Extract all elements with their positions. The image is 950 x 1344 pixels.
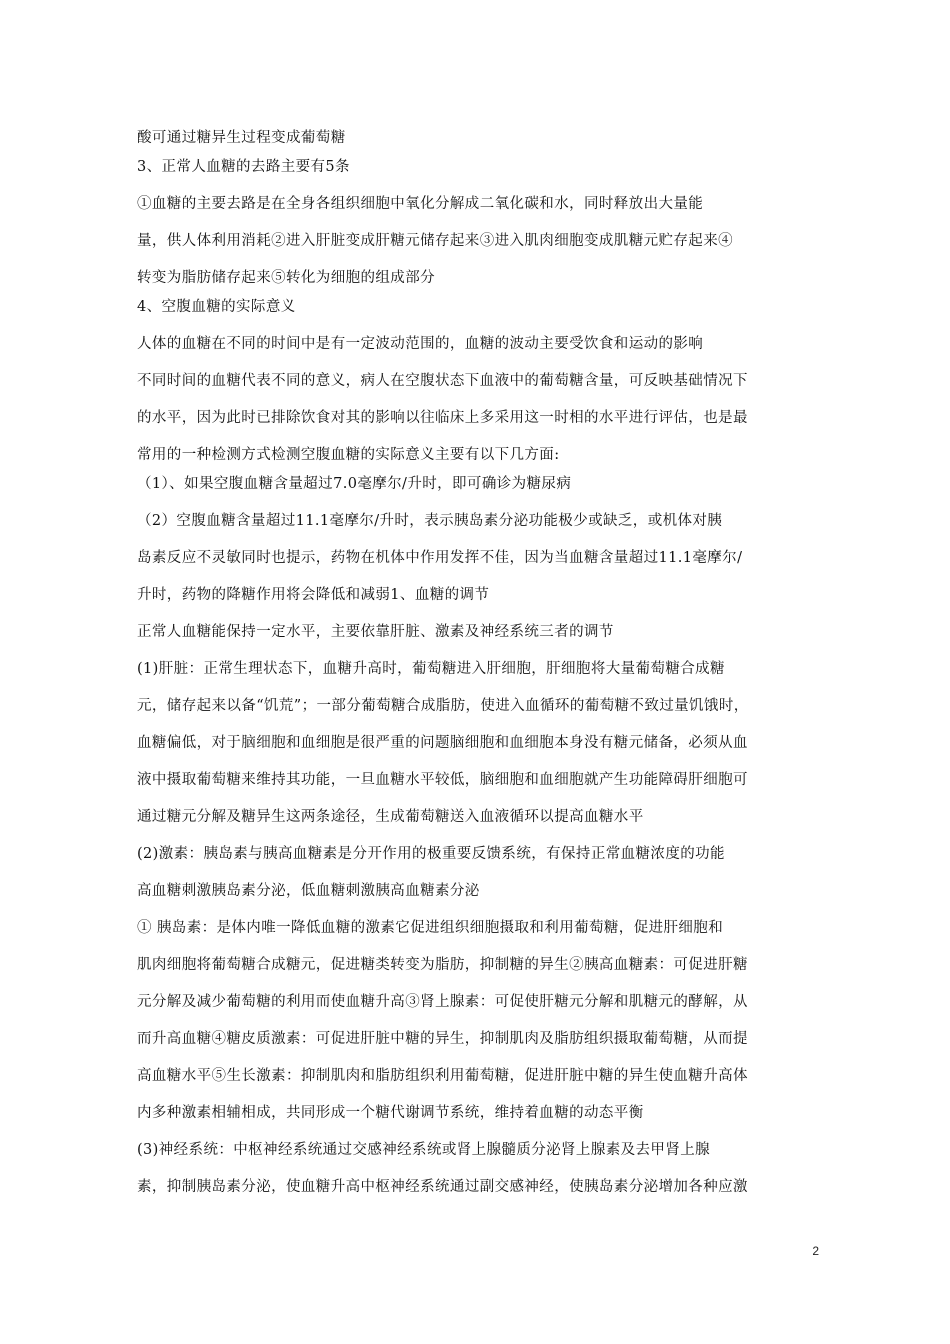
text-line: 元，储存起来以备“饥荒”；一部分葡萄糖合成脂肪，使进入血循环的葡萄糖不致过量饥饿时， <box>137 698 749 714</box>
text-line: 量，供人体利用消耗②进入肝脏变成肝糖元储存起来③进入肌肉细胞变成肌糖元贮存起来④ <box>137 233 733 249</box>
text-line: 素，抑制胰岛素分泌，使血糖升高中枢神经系统通过副交感神经，使胰岛素分泌增加各种应激 <box>137 1179 748 1195</box>
text-line: 高血糖刺激胰岛素分泌，低血糖刺激胰高血糖素分泌 <box>137 883 480 899</box>
text-line: (3)神经系统：中枢神经系统通过交感神经系统或肾上腺髓质分泌肾上腺素及去甲肾上腺 <box>137 1142 711 1158</box>
text-line: 人体的血糖在不同的时间中是有一定波动范围的，血糖的波动主要受饮食和运动的影响 <box>137 336 704 352</box>
text-line: 肌肉细胞将葡萄糖合成糖元，促进糖类转变为脂肪，抑制糖的异生②胰高血糖素：可促进肝糖 <box>137 957 748 973</box>
text-line: 内多种激素相辅相成，共同形成一个糖代谢调节系统，维持着血糖的动态平衡 <box>137 1105 644 1121</box>
text-line: (2)激素：胰岛素与胰高血糖素是分开作用的极重要反馈系统，有保持正常血糖浓度的功能 <box>137 846 725 862</box>
text-line: 酸可通过糖异生过程变成葡萄糖 <box>137 130 346 146</box>
text-line: 高血糖水平⑤生长激素：抑制肌肉和脂肪组织利用葡萄糖，促进肝脏中糖的异生使血糖升高体 <box>137 1068 748 1084</box>
list-item: （1）、如果空腹血糖含量超过7.0毫摩尔/升时，即可确诊为糖尿病 <box>137 476 572 492</box>
document-body <box>137 124 817 1202</box>
text-line: 正常人血糖能保持一定水平，主要依靠肝脏、激素及神经系统三者的调节 <box>137 624 614 640</box>
text-line: (1)肝脏：正常生理状态下，血糖升高时，葡萄糖进入肝细胞，肝细胞将大量葡萄糖合成糖 <box>137 661 725 677</box>
page-number: 2 <box>812 1244 819 1258</box>
text-line: 不同时间的血糖代表不同的意义，病人在空腹状态下血液中的葡萄糖含量，可反映基础情况下 <box>137 373 748 389</box>
section-heading: 4、空腹血糖的实际意义 <box>137 299 296 315</box>
text-line: 血糖偏低，对于脑细胞和血细胞是很严重的问题脑细胞和血细胞本身没有糖元储备，必须从血 <box>137 735 748 751</box>
list-item: （2）空腹血糖含量超过11.1毫摩尔/升时，表示胰岛素分泌功能极少或缺乏，或机体对胰 <box>137 513 723 529</box>
text-line: 而升高血糖④糖皮质激素：可促进肝脏中糖的异生，抑制肌肉及脂肪组织摄取葡萄糖，从而提 <box>137 1031 748 1047</box>
text-line: 的水平，因为此时已排除饮食对其的影响以往临床上多采用这一时相的水平进行评估，也是最 <box>137 410 748 426</box>
text-line: 岛素反应不灵敏同时也提示，药物在机体中作用发挥不佳，因为当血糖含量超过11.1毫摩尔/ <box>137 550 743 566</box>
text-line: 常用的一种检测方式检测空腹血糖的实际意义主要有以下几方面: <box>137 447 560 463</box>
text-line: ①血糖的主要去路是在全身各组织细胞中氧化分解成二氧化碳和水，同时释放出大量能 <box>137 196 704 212</box>
text-line: ① 胰岛素：是体内唯一降低血糖的激素它促进组织细胞摄取和利用葡萄糖，促进肝细胞和 <box>137 920 724 936</box>
text-line: 元分解及减少葡萄糖的利用而使血糖升高③肾上腺素：可促使肝糖元分解和肌糖元的酵解，从 <box>137 994 748 1010</box>
text-line: 通过糖元分解及糖异生这两条途径，生成葡萄糖送入血液循环以提高血糖水平 <box>137 809 644 825</box>
text-line: 转变为脂肪储存起来⑤转化为细胞的组成部分 <box>137 270 435 286</box>
section-heading: 3、正常人血糖的去路主要有5条 <box>137 159 350 175</box>
text-line: 升时，药物的降糖作用将会降低和减弱1、血糖的调节 <box>137 587 490 603</box>
text-line: 液中摄取葡萄糖来维持其功能，一旦血糖水平较低，脑细胞和血细胞就产生功能障碍肝细胞可 <box>137 772 748 788</box>
